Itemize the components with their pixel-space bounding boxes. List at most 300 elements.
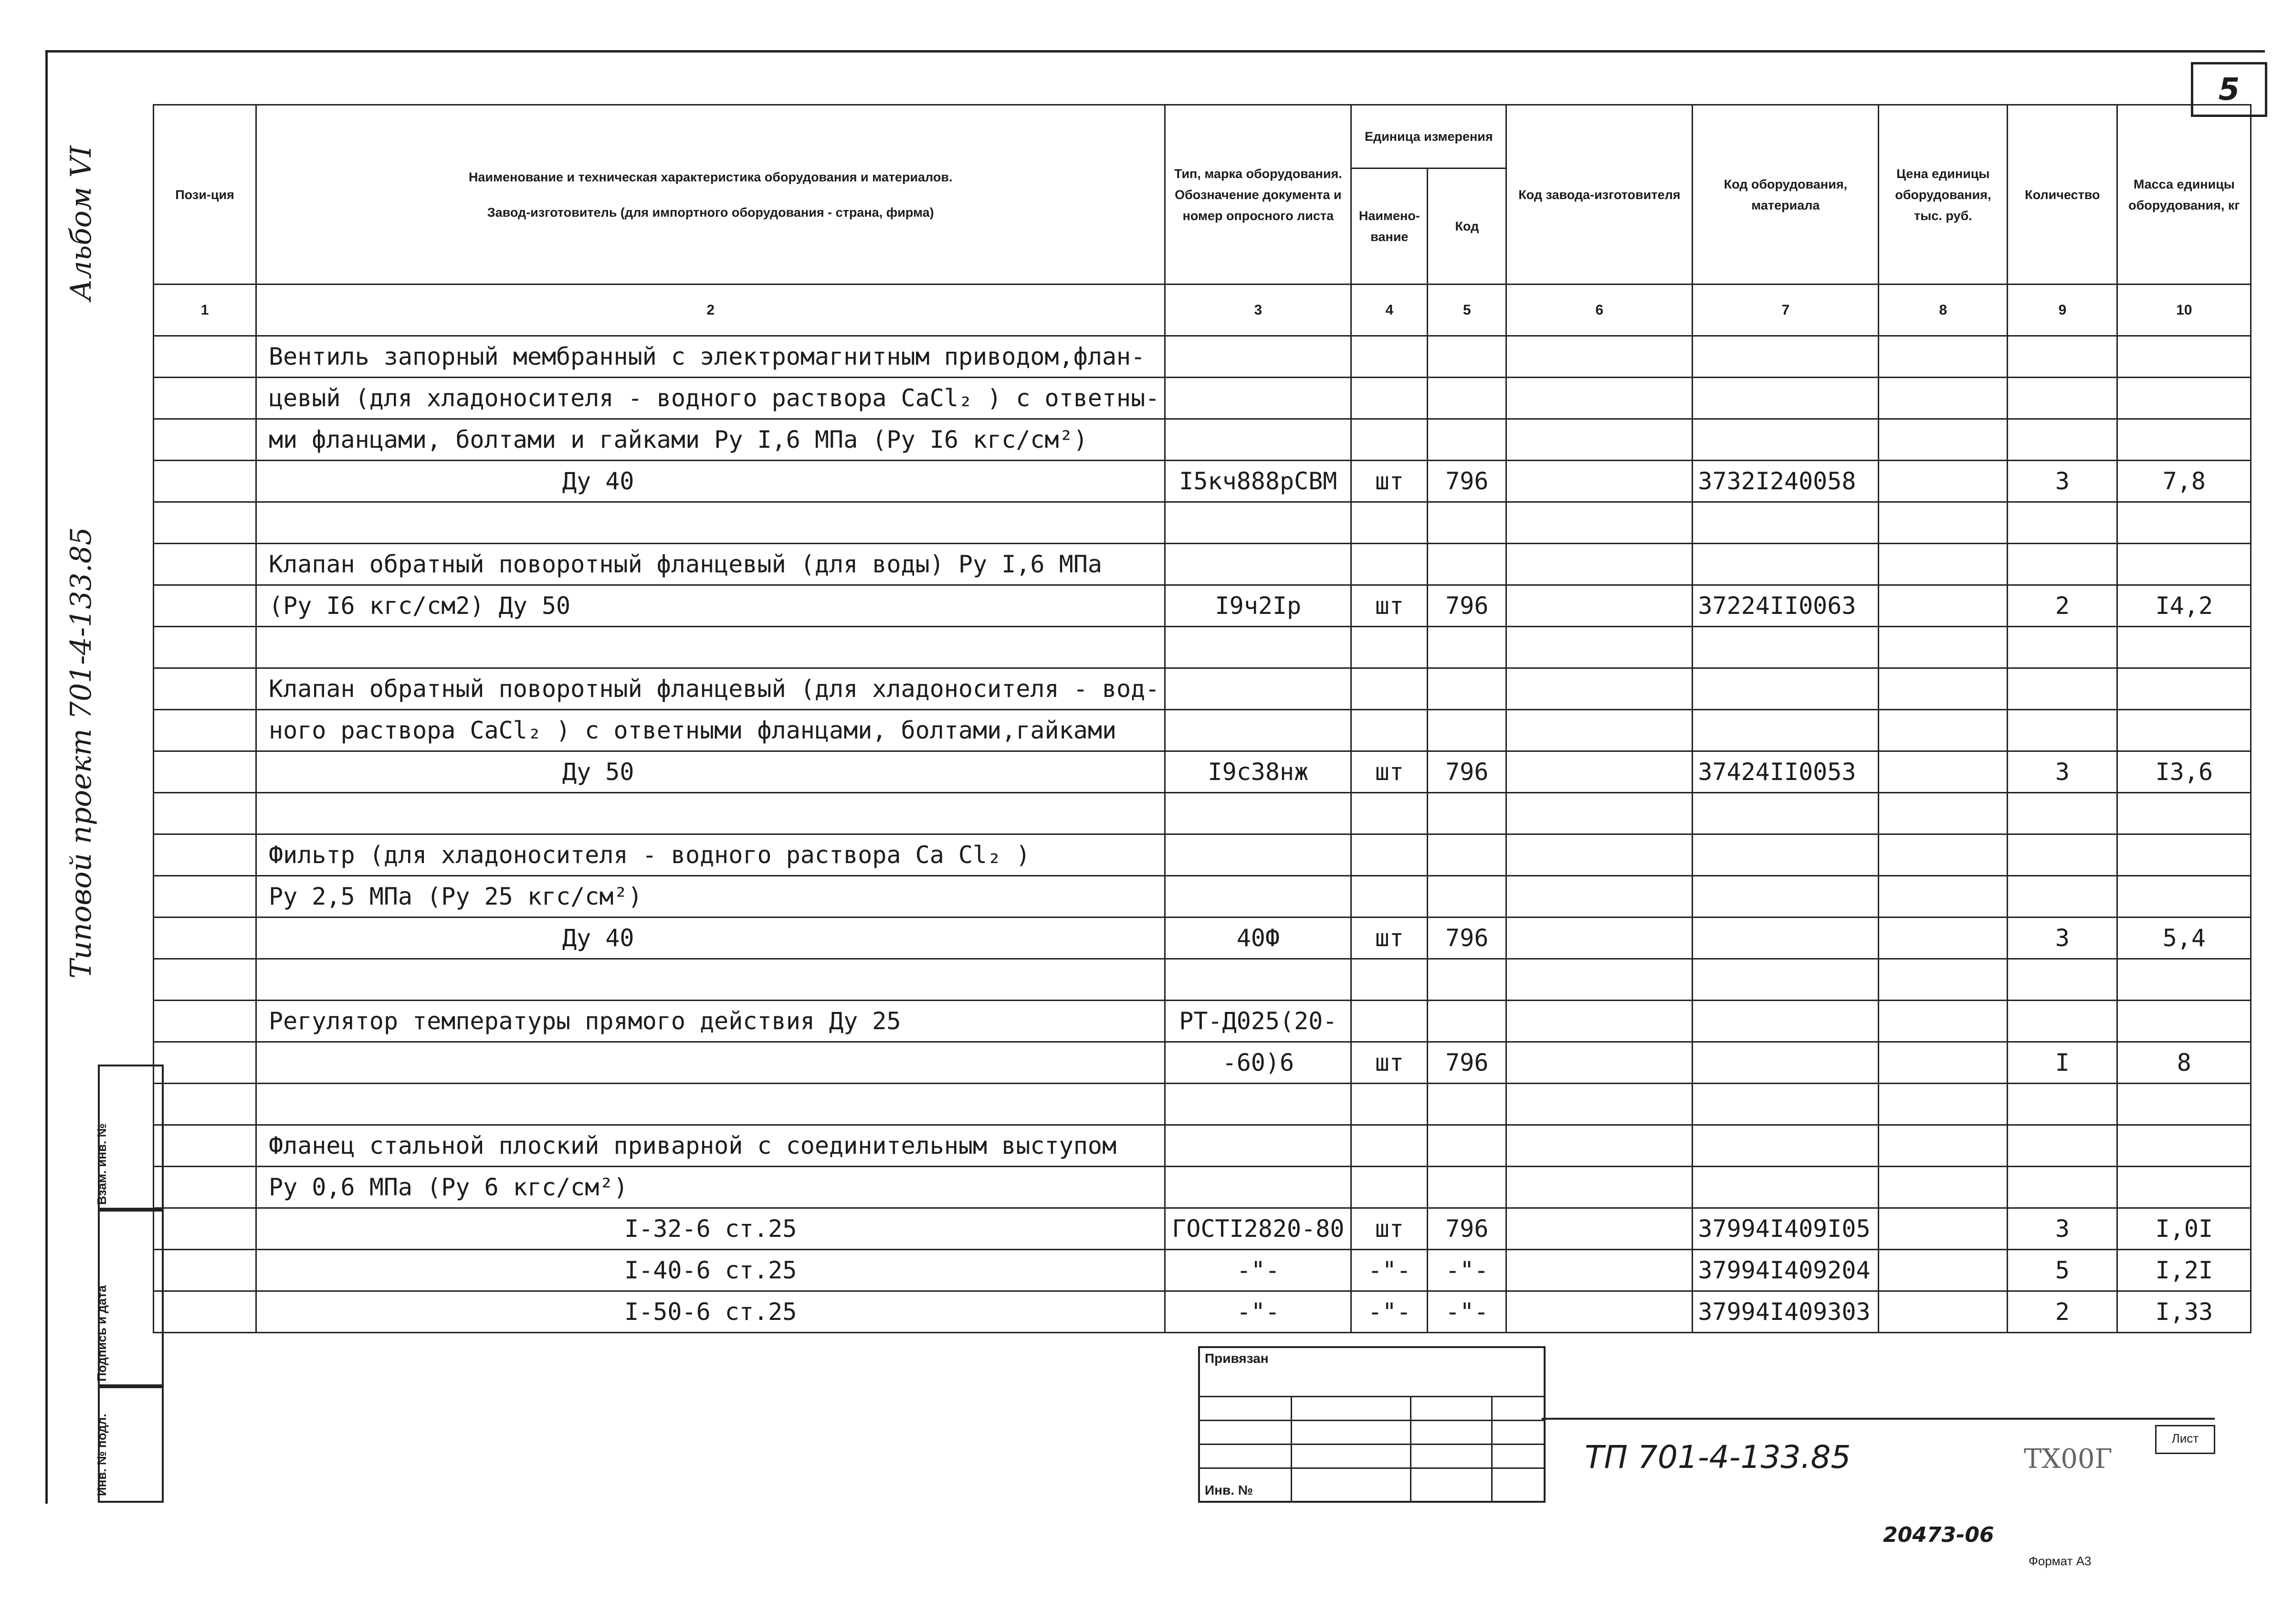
table-row — [154, 1208, 2251, 1250]
stamp-line — [1491, 1396, 1493, 1501]
cell-equip — [1693, 336, 1879, 378]
cell-qty — [2008, 1084, 2117, 1125]
table-row — [154, 1042, 2251, 1084]
sheet-number: 5 — [2191, 62, 2267, 117]
table-row — [154, 502, 2251, 544]
cell-type — [1165, 710, 1351, 751]
cell-unit — [1351, 710, 1428, 751]
cell-mass — [2117, 1084, 2251, 1125]
cell-type — [1165, 336, 1351, 378]
header-unit-name: Наимено-вание — [1351, 169, 1428, 285]
cell-pos — [154, 1167, 256, 1208]
table-row — [154, 336, 2251, 378]
cell-pos — [154, 336, 256, 378]
cell-pos — [154, 502, 256, 544]
cell-equip: 37994I409204 — [1693, 1250, 1879, 1291]
stamp-inventory-label: Инв. № — [1205, 1483, 1253, 1497]
cell-qty — [2008, 959, 2117, 1001]
cell-plant — [1506, 1291, 1693, 1333]
cell-equip — [1693, 668, 1879, 710]
cell-unit: шт — [1351, 1208, 1428, 1250]
col-number: 9 — [2008, 285, 2117, 336]
cell-pos — [154, 668, 256, 710]
cell-unit — [1351, 876, 1428, 917]
cell-pos — [154, 834, 256, 876]
signature-date-label: Подпись и дата — [95, 1285, 109, 1381]
cell-name: Регулятор температуры прямого действия Ду 25 — [256, 1001, 1165, 1042]
cell-plant — [1506, 336, 1693, 378]
cell-type — [1165, 668, 1351, 710]
cell-equip: 3732I240058 — [1693, 461, 1879, 502]
cell-plant — [1506, 378, 1693, 419]
cell-name: (Ру I6 кгс/см2) Ду 50 — [256, 585, 1165, 627]
cell-type: 40Ф — [1165, 917, 1351, 959]
cell-equip: 37994I409I05 — [1693, 1208, 1879, 1250]
col-number: 4 — [1351, 285, 1428, 336]
project-code: ТП 701-4-133.85 — [1585, 1439, 1851, 1476]
cell-equip — [1693, 917, 1879, 959]
cell-plant — [1506, 876, 1693, 917]
cell-plant — [1506, 1167, 1693, 1208]
table-row — [154, 751, 2251, 793]
cell-plant — [1506, 627, 1693, 668]
cell-equip — [1693, 1125, 1879, 1167]
cell-type: -60)6 — [1165, 1042, 1351, 1084]
cell-mass: 7,8 — [2117, 461, 2251, 502]
cell-type: -"- — [1165, 1291, 1351, 1333]
cell-unit — [1351, 378, 1428, 419]
col-number: 3 — [1165, 285, 1351, 336]
cell-pos — [154, 585, 256, 627]
cell-name: ми фланцами, болтами и гайками Ру I,6 МПа (Ру I6 кгс/см²) — [256, 419, 1165, 461]
cell-type — [1165, 1125, 1351, 1167]
cell-price — [1879, 917, 2008, 959]
cell-plant — [1506, 710, 1693, 751]
cell-name: Ду 50 — [256, 751, 1165, 793]
cell-name: цевый (для хладоносителя - водного раствора CaCl₂ ) с ответны- — [256, 378, 1165, 419]
cell-unit — [1351, 1167, 1428, 1208]
cell-price — [1879, 834, 2008, 876]
table-row — [154, 876, 2251, 917]
cell-type — [1165, 876, 1351, 917]
cell-mass: I,33 — [2117, 1291, 2251, 1333]
cell-type: I9с38нж — [1165, 751, 1351, 793]
table-row — [154, 1001, 2251, 1042]
cell-pos — [154, 419, 256, 461]
cell-mass — [2117, 668, 2251, 710]
table-row — [154, 1084, 2251, 1125]
cell-unit — [1351, 959, 1428, 1001]
cell-name: Ду 40 — [256, 461, 1165, 502]
cell-qty: 2 — [2008, 585, 2117, 627]
header-quantity: Количество — [2008, 105, 2117, 285]
cell-qty — [2008, 876, 2117, 917]
tie-in-label: Привязан — [1205, 1351, 1269, 1366]
cell-code — [1428, 544, 1506, 585]
cell-plant — [1506, 668, 1693, 710]
cell-plant — [1506, 1125, 1693, 1167]
cell-type — [1165, 378, 1351, 419]
cell-type: -"- — [1165, 1250, 1351, 1291]
header-equipment-code: Код оборудования, материала — [1693, 105, 1879, 285]
cell-code — [1428, 834, 1506, 876]
specification-body — [154, 336, 2251, 1333]
table-row — [154, 419, 2251, 461]
cell-code — [1428, 1167, 1506, 1208]
title-block — [1542, 1418, 2215, 1501]
cell-mass — [2117, 419, 2251, 461]
cell-price — [1879, 1167, 2008, 1208]
cell-plant — [1506, 1084, 1693, 1125]
cell-price — [1879, 1084, 2008, 1125]
cell-name: Фланец стальной плоский приварной с соединительным выступом — [256, 1125, 1165, 1167]
cell-plant — [1506, 917, 1693, 959]
cell-name: Вентиль запорный мембранный с электромагнитным приводом,флан- — [256, 336, 1165, 378]
cell-name: I-32-6 ст.25 — [256, 1208, 1165, 1250]
table-row — [154, 917, 2251, 959]
header-position: Пози-ция — [154, 105, 256, 285]
cell-pos — [154, 1042, 256, 1084]
cell-name: Клапан обратный поворотный фланцевый (для воды) Ру I,6 МПа — [256, 544, 1165, 585]
table-row — [154, 668, 2251, 710]
cell-code: 796 — [1428, 917, 1506, 959]
cell-pos — [154, 1001, 256, 1042]
cell-qty: 3 — [2008, 1208, 2117, 1250]
cell-qty — [2008, 668, 2117, 710]
col-number: 1 — [154, 285, 256, 336]
cell-unit — [1351, 544, 1428, 585]
cell-price — [1879, 876, 2008, 917]
cell-qty — [2008, 419, 2117, 461]
cell-mass — [2117, 876, 2251, 917]
cell-pos — [154, 876, 256, 917]
cell-pos — [154, 1250, 256, 1291]
cell-price — [1879, 419, 2008, 461]
cell-qty — [2008, 834, 2117, 876]
cell-type — [1165, 502, 1351, 544]
cell-plant — [1506, 834, 1693, 876]
cell-qty: I — [2008, 1042, 2117, 1084]
header-unit-code: Код — [1428, 169, 1506, 285]
cell-unit — [1351, 1125, 1428, 1167]
cell-code: 796 — [1428, 751, 1506, 793]
replacement-inventory-label: Взам. инв. № — [95, 1123, 109, 1205]
cell-price — [1879, 751, 2008, 793]
cell-name: Фильтр (для хладоносителя - водного раствора Ca Cl₂ ) — [256, 834, 1165, 876]
cell-plant — [1506, 461, 1693, 502]
project-label: Типовой проект 701-4-133.85 — [64, 527, 98, 979]
cell-code — [1428, 959, 1506, 1001]
cell-mass — [2117, 378, 2251, 419]
cell-name — [256, 959, 1165, 1001]
col-number: 10 — [2117, 285, 2251, 336]
cell-qty: 3 — [2008, 461, 2117, 502]
cell-pos — [154, 959, 256, 1001]
cell-price — [1879, 1001, 2008, 1042]
table-row — [154, 1125, 2251, 1167]
cell-price — [1879, 1250, 2008, 1291]
table-row — [154, 793, 2251, 834]
cell-equip: 37994I409303 — [1693, 1291, 1879, 1333]
cell-equip: 37224II0063 — [1693, 585, 1879, 627]
cell-unit — [1351, 419, 1428, 461]
cell-name — [256, 502, 1165, 544]
cell-code: 796 — [1428, 585, 1506, 627]
stamp-line — [1291, 1396, 1292, 1501]
cell-price — [1879, 1042, 2008, 1084]
cell-name — [256, 1084, 1165, 1125]
col-number: 6 — [1506, 285, 1693, 336]
cell-type — [1165, 544, 1351, 585]
cell-code — [1428, 668, 1506, 710]
album-label: Альбом VI — [64, 146, 98, 301]
cell-code — [1428, 419, 1506, 461]
cell-qty — [2008, 1167, 2117, 1208]
cell-pos — [154, 627, 256, 668]
cell-unit: -"- — [1351, 1250, 1428, 1291]
cell-mass — [2117, 793, 2251, 834]
cell-name: Ду 40 — [256, 917, 1165, 959]
cell-pos — [154, 1125, 256, 1167]
cell-qty — [2008, 1001, 2117, 1042]
cell-plant — [1506, 793, 1693, 834]
table-row — [154, 959, 2251, 1001]
cell-code: -"- — [1428, 1291, 1506, 1333]
cell-type: ГОСТI2820-80 — [1165, 1208, 1351, 1250]
table-row — [154, 1291, 2251, 1333]
header-type: Тип, марка оборудования. Обозначение документа и номер опросного листа — [1165, 105, 1351, 285]
cell-plant — [1506, 751, 1693, 793]
cell-mass — [2117, 502, 2251, 544]
cell-equip — [1693, 793, 1879, 834]
cell-equip — [1693, 1167, 1879, 1208]
cell-type — [1165, 627, 1351, 668]
header-mass: Масса единицы оборудования, кг — [2117, 105, 2251, 285]
col-number: 2 — [256, 285, 1165, 336]
table-row — [154, 834, 2251, 876]
header-name-line2: Завод-изготовитель (для импортного оборудования - страна, фирма) — [487, 205, 934, 220]
cell-unit: шт — [1351, 585, 1428, 627]
cell-qty — [2008, 378, 2117, 419]
cell-price — [1879, 336, 2008, 378]
cell-code — [1428, 1001, 1506, 1042]
cell-mass — [2117, 1001, 2251, 1042]
cell-code — [1428, 336, 1506, 378]
cell-name: Ру 0,6 МПа (Ру 6 кгс/см²) — [256, 1167, 1165, 1208]
header-unit: Единица измерения — [1351, 105, 1506, 169]
cell-price — [1879, 461, 2008, 502]
cell-qty: 2 — [2008, 1291, 2117, 1333]
cell-pos — [154, 710, 256, 751]
cell-unit — [1351, 834, 1428, 876]
cell-equip — [1693, 834, 1879, 876]
cell-pos — [154, 793, 256, 834]
cell-code — [1428, 793, 1506, 834]
cell-unit — [1351, 336, 1428, 378]
col-number: 5 — [1428, 285, 1506, 336]
table-row — [154, 710, 2251, 751]
cell-equip — [1693, 378, 1879, 419]
cell-price — [1879, 378, 2008, 419]
cell-equip — [1693, 627, 1879, 668]
cell-name: I-40-6 ст.25 — [256, 1250, 1165, 1291]
cell-type: I5кч888рСВМ — [1165, 461, 1351, 502]
table-row — [154, 1167, 2251, 1208]
cell-unit — [1351, 502, 1428, 544]
cell-price — [1879, 710, 2008, 751]
cell-unit — [1351, 668, 1428, 710]
cell-pos — [154, 1084, 256, 1125]
cell-mass: 8 — [2117, 1042, 2251, 1084]
cell-price — [1879, 627, 2008, 668]
cell-mass — [2117, 1125, 2251, 1167]
cell-price — [1879, 1208, 2008, 1250]
cell-code — [1428, 502, 1506, 544]
cell-plant — [1506, 1208, 1693, 1250]
col-number: 8 — [1879, 285, 2008, 336]
cell-plant — [1506, 1001, 1693, 1042]
cell-unit — [1351, 1001, 1428, 1042]
sheet-label: Лист — [2155, 1425, 2215, 1454]
cell-unit: шт — [1351, 461, 1428, 502]
table-row — [154, 461, 2251, 502]
cell-unit — [1351, 1084, 1428, 1125]
cell-name: Клапан обратный поворотный фланцевый (для хладоносителя - вод- — [256, 668, 1165, 710]
cell-mass — [2117, 627, 2251, 668]
cell-unit: -"- — [1351, 1291, 1428, 1333]
cell-pos — [154, 544, 256, 585]
cell-price — [1879, 544, 2008, 585]
cell-qty: 3 — [2008, 751, 2117, 793]
cell-price — [1879, 793, 2008, 834]
cell-price — [1879, 585, 2008, 627]
cell-qty — [2008, 627, 2117, 668]
cell-name: Ру 2,5 МПа (Ру 25 кгс/см²) — [256, 876, 1165, 917]
cell-price — [1879, 959, 2008, 1001]
cell-plant — [1506, 1250, 1693, 1291]
cell-type — [1165, 959, 1351, 1001]
cell-code: 796 — [1428, 1042, 1506, 1084]
cell-name — [256, 1042, 1165, 1084]
cell-plant — [1506, 502, 1693, 544]
cell-qty — [2008, 336, 2117, 378]
cell-mass — [2117, 1167, 2251, 1208]
cell-unit — [1351, 793, 1428, 834]
cell-type — [1165, 834, 1351, 876]
column-numbers-row — [154, 285, 2251, 336]
cell-pos — [154, 378, 256, 419]
cell-type: I9ч2Iр — [1165, 585, 1351, 627]
cell-equip: 37424II0053 — [1693, 751, 1879, 793]
cell-qty: 3 — [2008, 917, 2117, 959]
cell-equip — [1693, 1084, 1879, 1125]
header-price: Цена единицы оборудования, тыс. руб. — [1879, 105, 2008, 285]
cell-equip — [1693, 544, 1879, 585]
tie-in-stamp — [1198, 1346, 1546, 1503]
cell-unit: шт — [1351, 917, 1428, 959]
header-name — [256, 105, 1165, 285]
cell-pos — [154, 917, 256, 959]
cell-code — [1428, 1084, 1506, 1125]
cell-equip — [1693, 876, 1879, 917]
cell-type — [1165, 1084, 1351, 1125]
cell-unit: шт — [1351, 1042, 1428, 1084]
table-row — [154, 378, 2251, 419]
cell-code: 796 — [1428, 1208, 1506, 1250]
cell-plant — [1506, 585, 1693, 627]
cell-type: РТ-Д025(20- — [1165, 1001, 1351, 1042]
cell-pos — [154, 461, 256, 502]
cell-plant — [1506, 1042, 1693, 1084]
table-row — [154, 627, 2251, 668]
cell-mass: I3,6 — [2117, 751, 2251, 793]
cell-code — [1428, 378, 1506, 419]
cell-mass — [2117, 710, 2251, 751]
cell-pos — [154, 751, 256, 793]
table-row — [154, 544, 2251, 585]
cell-plant — [1506, 959, 1693, 1001]
cell-unit: шт — [1351, 751, 1428, 793]
cell-type — [1165, 1167, 1351, 1208]
cell-code — [1428, 1125, 1506, 1167]
cell-code — [1428, 710, 1506, 751]
cell-plant — [1506, 544, 1693, 585]
cell-mass — [2117, 834, 2251, 876]
specification-table — [153, 104, 2251, 1333]
cell-equip — [1693, 1042, 1879, 1084]
cell-price — [1879, 1125, 2008, 1167]
cell-equip — [1693, 710, 1879, 751]
header-name-line1: Наименование и техническая характеристика оборудования и материалов. — [468, 169, 953, 184]
cell-price — [1879, 668, 2008, 710]
cell-name — [256, 627, 1165, 668]
cell-qty — [2008, 502, 2117, 544]
cell-name: I-50-6 ст.25 — [256, 1291, 1165, 1333]
original-inventory-field — [95, 1384, 164, 1503]
cell-mass: 5,4 — [2117, 917, 2251, 959]
cell-pos — [154, 1208, 256, 1250]
cell-mass — [2117, 336, 2251, 378]
cell-price — [1879, 502, 2008, 544]
cell-qty — [2008, 793, 2117, 834]
inventory-number: 20473-06 — [1883, 1523, 1994, 1547]
cell-pos — [154, 1291, 256, 1333]
header-plant-code: Код завода-изготовителя — [1506, 105, 1693, 285]
cell-plant — [1506, 419, 1693, 461]
cell-qty — [2008, 1125, 2117, 1167]
cell-unit — [1351, 627, 1428, 668]
table-row — [154, 585, 2251, 627]
cell-code — [1428, 627, 1506, 668]
original-inventory-label: Инв. № подл. — [95, 1413, 109, 1496]
cell-equip — [1693, 502, 1879, 544]
cell-code — [1428, 876, 1506, 917]
cell-equip — [1693, 959, 1879, 1001]
cell-qty — [2008, 544, 2117, 585]
cell-type — [1165, 419, 1351, 461]
cell-code: 796 — [1428, 461, 1506, 502]
cell-name: ного раствора CaCl₂ ) с ответными фланцами, болтами,гайками — [256, 710, 1165, 751]
document-code: ТХ00Г — [2024, 1444, 2113, 1475]
paper-format: Формат А3 — [2029, 1554, 2092, 1568]
cell-mass: I4,2 — [2117, 585, 2251, 627]
cell-mass: I,0I — [2117, 1208, 2251, 1250]
cell-equip — [1693, 1001, 1879, 1042]
cell-code: -"- — [1428, 1250, 1506, 1291]
col-number: 7 — [1693, 285, 1879, 336]
cell-name — [256, 793, 1165, 834]
cell-mass: I,2I — [2117, 1250, 2251, 1291]
